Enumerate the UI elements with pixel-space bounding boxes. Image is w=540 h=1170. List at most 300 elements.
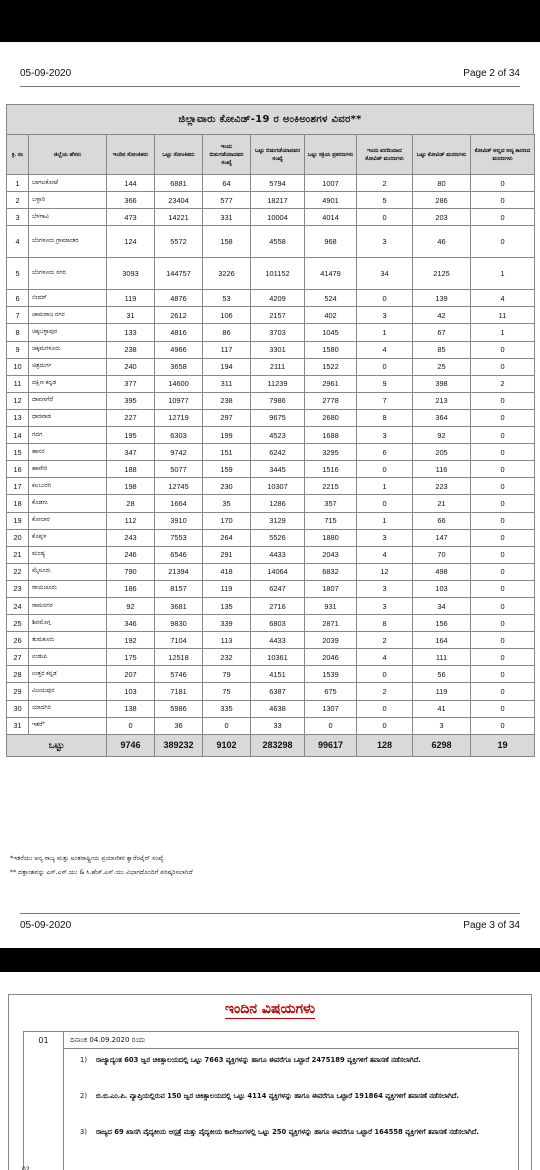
table-cell: 715 <box>305 512 357 529</box>
table-cell: 0 <box>357 461 413 478</box>
table-header-row <box>7 135 535 175</box>
table-cell: 0 <box>357 209 413 226</box>
table-cell: 6546 <box>155 546 203 563</box>
table-cell: 331 <box>203 209 251 226</box>
table-cell: 27 <box>7 649 29 666</box>
table-cell: 10361 <box>251 649 305 666</box>
table-row <box>7 341 535 358</box>
district-name-cell: ಚಿತ್ರದುರ್ಗ <box>29 358 107 375</box>
district-name-cell: ಕೋಲಾರ <box>29 512 107 529</box>
table-cell: 3301 <box>251 341 305 358</box>
table-cell: 3129 <box>251 512 305 529</box>
table-cell: 0 <box>357 666 413 683</box>
table-row <box>7 409 535 426</box>
table-cell: 3 <box>7 209 29 226</box>
table-cell: 335 <box>203 700 251 717</box>
table-row <box>7 683 535 700</box>
table-cell: 4 <box>357 649 413 666</box>
table-cell: 240 <box>107 358 155 375</box>
table-cell: 9 <box>357 375 413 392</box>
table-cell: 238 <box>203 392 251 409</box>
table-cell: 12745 <box>155 478 203 495</box>
footer-rule <box>20 913 520 914</box>
table-row <box>7 192 535 209</box>
table-cell: 1 <box>357 324 413 341</box>
table-cell: 2871 <box>305 615 357 632</box>
table-cell: 19 <box>7 512 29 529</box>
table-cell: 968 <box>305 226 357 258</box>
table-cell: 3 <box>413 717 471 734</box>
table-cell: 175 <box>107 649 155 666</box>
table-cell: 23404 <box>155 192 203 209</box>
table-cell: 5077 <box>155 461 203 478</box>
total-cell: 128 <box>357 734 413 756</box>
table-cell: 366 <box>107 192 155 209</box>
header-page-number: Page 2 of 34 <box>463 68 520 79</box>
table-cell: 25 <box>413 358 471 375</box>
table-cell: 203 <box>413 209 471 226</box>
topic-item-number: 2) <box>80 1092 87 1100</box>
table-cell: 2111 <box>251 358 305 375</box>
district-name-cell: ಯಾದಗಿರಿ <box>29 700 107 717</box>
table-cell: 238 <box>107 341 155 358</box>
table-cell: 26 <box>7 632 29 649</box>
district-name-cell: ಹಾವೇರಿ <box>29 461 107 478</box>
table-cell: 156 <box>413 615 471 632</box>
topic-item-text: ಬಿ.ಬಿ.ಎಂ.ಪಿ. ವ್ಯಾಪ್ತಿಯಲ್ಲಿರುವ 150 ಜ್ವರ ಚಿಕಿತ್ಸಾಲಯದಲ್ಲಿ ಒಟ್ಟು 4114 ವ್ಯಕ್ತಿಗಳನ್ನು ಹಾಗೂ ಈವರೆಗೂ ಒಟ್ಟಾರೆ 191864 ವ್ಯಕ್ತಿಗಳಿಗೆ ತಪಾಸಣೆ ನಡೆಸಲಾಗಿದೆ. <box>96 1092 460 1100</box>
column-header: ಇಂದು ವರದಿಯಾದ ಕೋವಿಡ್ ಮರಣಗಳು <box>357 135 413 175</box>
table-cell: 0 <box>471 192 535 209</box>
table-cell: 144757 <box>155 258 203 290</box>
table-cell: 498 <box>413 563 471 580</box>
table-cell: 8157 <box>155 580 203 597</box>
table-cell: 2 <box>357 175 413 192</box>
table-cell: 33 <box>251 717 305 734</box>
table-row <box>7 546 535 563</box>
district-name-cell: ಕೊಡಗು <box>29 495 107 512</box>
table-row <box>7 427 535 444</box>
district-name-cell: ದಾವಣಗೆರೆ <box>29 392 107 409</box>
table-cell: 3658 <box>155 358 203 375</box>
table-cell: 144 <box>107 175 155 192</box>
table-row <box>7 512 535 529</box>
table-cell: 1522 <box>305 358 357 375</box>
table-row <box>7 700 535 717</box>
topic-item-text: ರಾಜ್ಯಾದ್ಯಂತ 603 ಜ್ವರ ಚಿಕಿತ್ಸಾಲಯದಲ್ಲಿ ಒಟ್ಟು 7663 ವ್ಯಕ್ತಿಗಳನ್ನು ಹಾಗೂ ಈವರೆಗೂ ಒಟ್ಟಾರೆ 2475189 ವ್ಯಕ್ತಿಗಳಿಗೆ ತಪಾಸಣೆ ನಡೆಸಲಾಗಿದೆ. <box>96 1056 421 1064</box>
table-cell: 2 <box>7 192 29 209</box>
table-cell: 0 <box>471 478 535 495</box>
table-cell: 357 <box>305 495 357 512</box>
table-cell: 286 <box>413 192 471 209</box>
table-cell: 85 <box>413 341 471 358</box>
total-cell: 283298 <box>251 734 305 756</box>
table-cell: 3 <box>357 427 413 444</box>
table-cell: 0 <box>471 563 535 580</box>
table-row <box>7 632 535 649</box>
table-cell: 4558 <box>251 226 305 258</box>
table-row <box>7 290 535 307</box>
table-cell: 2778 <box>305 392 357 409</box>
table-cell: 2716 <box>251 597 305 614</box>
table-cell: 10004 <box>251 209 305 226</box>
district-name-cell: ಚಾಮರಾಜ ನಗರ <box>29 307 107 324</box>
table-cell: 0 <box>471 226 535 258</box>
table-cell: 119 <box>203 580 251 597</box>
table-cell: 31 <box>107 307 155 324</box>
table-cell: 4014 <box>305 209 357 226</box>
table-cell: 17 <box>7 478 29 495</box>
total-label: ಒಟ್ಟು <box>7 734 107 756</box>
table-cell: 21394 <box>155 563 203 580</box>
total-cell: 9102 <box>203 734 251 756</box>
table-cell: 56 <box>413 666 471 683</box>
table-cell: 0 <box>471 632 535 649</box>
table-row <box>7 226 535 258</box>
table-cell: 12 <box>7 392 29 409</box>
table-cell: 6 <box>357 444 413 461</box>
table-cell: 158 <box>203 226 251 258</box>
table-cell: 3 <box>357 529 413 546</box>
table-cell: 4433 <box>251 632 305 649</box>
table-cell: 3295 <box>305 444 357 461</box>
table-row <box>7 649 535 666</box>
table-cell: 6881 <box>155 175 203 192</box>
table-row <box>7 597 535 614</box>
table-cell: 113 <box>203 632 251 649</box>
table-cell: 192 <box>107 632 155 649</box>
table-cell: 11 <box>471 307 535 324</box>
table-cell: 28 <box>107 495 155 512</box>
table-cell: 12 <box>357 563 413 580</box>
table-cell: 291 <box>203 546 251 563</box>
table-cell: 10977 <box>155 392 203 409</box>
table-cell: 3 <box>357 580 413 597</box>
header-rule <box>20 86 520 87</box>
table-row <box>7 175 535 192</box>
table-cell: 13 <box>7 409 29 426</box>
table-row <box>7 461 535 478</box>
table-cell: 205 <box>413 444 471 461</box>
table-cell: 14064 <box>251 563 305 580</box>
table-cell: 1688 <box>305 427 357 444</box>
table-cell: 9 <box>7 341 29 358</box>
table-cell: 2215 <box>305 478 357 495</box>
table-cell: 6303 <box>155 427 203 444</box>
table-row <box>7 529 535 546</box>
table-cell: 577 <box>203 192 251 209</box>
table-cell: 0 <box>471 597 535 614</box>
footnote-others: *ಇತರೆಯು ಅನ್ಯ ರಾಜ್ಯ ಮತ್ತು ಅಂತರಾಷ್ಟ್ರೀಯ ಪ್ರಯಾಣಿಕರ ಕ್ವಾರೆಂಟೈನ್ ಸಂಖ್ಯೆ <box>10 855 164 862</box>
column-header: ಒಟ್ಟು ಸೋಂಕಿತರು <box>155 135 203 175</box>
table-cell: 66 <box>413 512 471 529</box>
district-name-cell: ಉತ್ತರ ಕನ್ನಡ <box>29 666 107 683</box>
table-cell: 34 <box>413 597 471 614</box>
table-cell: 16 <box>7 461 29 478</box>
table-cell: 0 <box>471 358 535 375</box>
column-header: ಒಟ್ಟು ಬಿಡುಗಡೆಯಾದವರ ಸಂಖ್ಯೆ <box>251 135 305 175</box>
table-cell: 116 <box>413 461 471 478</box>
table-cell: 0 <box>471 341 535 358</box>
table-cell: 164 <box>413 632 471 649</box>
document-page-2 <box>0 972 540 1170</box>
table-cell: 0 <box>471 175 535 192</box>
table-cell: 11239 <box>251 375 305 392</box>
total-row <box>7 734 535 756</box>
topic-item <box>80 1054 512 1066</box>
table-cell: 86 <box>203 324 251 341</box>
district-name-cell: ಬಾಗಲಕೋಟೆ <box>29 175 107 192</box>
table-row <box>7 444 535 461</box>
table-cell: 119 <box>413 683 471 700</box>
topic-item <box>80 1126 512 1138</box>
table-cell: 297 <box>203 409 251 426</box>
table-cell: 21 <box>7 546 29 563</box>
table-cell: 6247 <box>251 580 305 597</box>
district-name-cell: ಉಡುಪಿ <box>29 649 107 666</box>
table-cell: 31 <box>7 717 29 734</box>
total-cell: 9746 <box>107 734 155 756</box>
table-cell: 135 <box>203 597 251 614</box>
table-cell: 18 <box>7 495 29 512</box>
table-cell: 1580 <box>305 341 357 358</box>
footer-date: 05-09-2020 <box>20 920 72 931</box>
table-cell: 41479 <box>305 258 357 290</box>
table-title: ಜಿಲ್ಲಾವಾರು ಕೋವಿಡ್-19 ರ ಅಂಕಿಅಂಶಗಳ ವಿವರ** <box>6 104 534 134</box>
table-cell: 6387 <box>251 683 305 700</box>
table-cell: 311 <box>203 375 251 392</box>
district-name-cell: ಕಲಬುರಗಿ <box>29 478 107 495</box>
table-cell: 112 <box>107 512 155 529</box>
table-cell: 92 <box>413 427 471 444</box>
table-cell: 14600 <box>155 375 203 392</box>
table-cell: 29 <box>7 683 29 700</box>
table-cell: 24 <box>7 597 29 614</box>
table-cell: 15 <box>7 444 29 461</box>
district-name-cell: ಮೈಸೂರು <box>29 563 107 580</box>
table-cell: 213 <box>413 392 471 409</box>
table-cell: 0 <box>357 358 413 375</box>
table-row <box>7 495 535 512</box>
table-cell: 28 <box>7 666 29 683</box>
table-cell: 188 <box>107 461 155 478</box>
table-cell: 6242 <box>251 444 305 461</box>
table-cell: 6 <box>7 290 29 307</box>
table-cell: 22 <box>7 563 29 580</box>
table-cell: 170 <box>203 512 251 529</box>
table-cell: 4 <box>7 226 29 258</box>
table-row <box>7 392 535 409</box>
table-cell: 9742 <box>155 444 203 461</box>
table-cell: 243 <box>107 529 155 546</box>
table-cell: 3 <box>357 597 413 614</box>
table-cell: 18217 <box>251 192 305 209</box>
table-cell: 223 <box>413 478 471 495</box>
table-cell: 30 <box>7 700 29 717</box>
table-cell: 1516 <box>305 461 357 478</box>
table-cell: 347 <box>107 444 155 461</box>
total-cell: 389232 <box>155 734 203 756</box>
footer-page-number: Page 3 of 34 <box>463 920 520 931</box>
table-cell: 2046 <box>305 649 357 666</box>
district-name-cell: ಮಂಡ್ಯ <box>29 546 107 563</box>
table-cell: 3681 <box>155 597 203 614</box>
district-name-cell: ಇತರೆ* <box>29 717 107 734</box>
topic-date: ದಿನಾಂಕ 04.09.2020 ರಂದು <box>70 1036 146 1044</box>
table-cell: 1664 <box>155 495 203 512</box>
topic-item-text: ರಾಜ್ಯದ 69 ಖಾಸಗಿ ವೈದ್ಯಕೀಯ ಆಸ್ಪತ್ರೆ ಮತ್ತು ವೈದ್ಯಕೀಯ ಕಾಲೇಜುಗಳಲ್ಲಿ ಒಟ್ಟು 250 ವ್ಯಕ್ತಿಗಳನ್ನು ಹಾಗೂ ಈವರೆಗೂ ಒಟ್ಟಾರೆ 164558 ವ್ಯಕ್ತಿಗಳಿಗೆ ತಪಾಸಣೆ ನಡೆಸಲಾಗಿದೆ. <box>96 1128 479 1136</box>
table-row <box>7 209 535 226</box>
table-cell: 364 <box>413 409 471 426</box>
table-cell: 70 <box>413 546 471 563</box>
table-cell: 80 <box>413 175 471 192</box>
table-cell: 2961 <box>305 375 357 392</box>
district-name-cell: ಧಾರವಾಡ <box>29 409 107 426</box>
table-cell: 3703 <box>251 324 305 341</box>
table-cell: 138 <box>107 700 155 717</box>
topic-item-number: 3) <box>80 1128 87 1136</box>
table-cell: 0 <box>471 683 535 700</box>
table-cell: 34 <box>357 258 413 290</box>
table-cell: 7553 <box>155 529 203 546</box>
table-cell: 227 <box>107 409 155 426</box>
table-cell: 1539 <box>305 666 357 683</box>
district-name-cell: ಹಾಸನ <box>29 444 107 461</box>
table-cell: 147 <box>413 529 471 546</box>
table-cell: 473 <box>107 209 155 226</box>
table-cell: 7181 <box>155 683 203 700</box>
column-header: ಒಟ್ಟು ಸಕ್ರಿಯ ಪ್ರಕರಣಗಳು <box>305 135 357 175</box>
table-cell: 4 <box>471 290 535 307</box>
table-cell: 41 <box>413 700 471 717</box>
table-cell: 418 <box>203 563 251 580</box>
table-cell: 377 <box>107 375 155 392</box>
table-cell: 0 <box>471 580 535 597</box>
table-cell: 194 <box>203 358 251 375</box>
table-cell: 4 <box>357 546 413 563</box>
table-cell: 14 <box>7 427 29 444</box>
table-cell: 246 <box>107 546 155 563</box>
table-cell: 0 <box>471 392 535 409</box>
table-cell: 264 <box>203 529 251 546</box>
table-cell: 0 <box>305 717 357 734</box>
topics-box <box>8 994 532 1170</box>
table-cell: 159 <box>203 461 251 478</box>
table-cell: 101152 <box>251 258 305 290</box>
table-cell: 7986 <box>251 392 305 409</box>
table-cell: 675 <box>305 683 357 700</box>
table-cell: 0 <box>203 717 251 734</box>
table-cell: 75 <box>203 683 251 700</box>
table-body <box>7 175 535 757</box>
topic-item-number: 1) <box>80 1056 87 1064</box>
table-cell: 12719 <box>155 409 203 426</box>
table-cell: 395 <box>107 392 155 409</box>
table-row <box>7 258 535 290</box>
table-cell: 0 <box>471 666 535 683</box>
table-cell: 6832 <box>305 563 357 580</box>
table-cell: 8 <box>357 615 413 632</box>
table-cell: 0 <box>471 512 535 529</box>
table-cell: 7104 <box>155 632 203 649</box>
table-cell: 8 <box>7 324 29 341</box>
table-cell: 0 <box>471 444 535 461</box>
table-row <box>7 358 535 375</box>
total-cell: 19 <box>471 734 535 756</box>
header-date: 05-09-2020 <box>20 68 72 79</box>
table-cell: 106 <box>203 307 251 324</box>
table-cell: 1007 <box>305 175 357 192</box>
table-cell: 1880 <box>305 529 357 546</box>
table-cell: 199 <box>203 427 251 444</box>
table-cell: 5794 <box>251 175 305 192</box>
table-cell: 124 <box>107 226 155 258</box>
column-header: ಒಟ್ಟು ಕೋವಿಡ್ ಮರಣಗಳು <box>413 135 471 175</box>
table-cell: 79 <box>203 666 251 683</box>
table-cell: 25 <box>7 615 29 632</box>
table-cell: 4 <box>357 341 413 358</box>
table-cell: 2612 <box>155 307 203 324</box>
column-header: ಇಂದಿನ ಸೋಂಕಿತರು <box>107 135 155 175</box>
table-cell: 2039 <box>305 632 357 649</box>
table-cell: 4901 <box>305 192 357 209</box>
table-cell: 9830 <box>155 615 203 632</box>
table-cell: 0 <box>471 546 535 563</box>
table-cell: 9675 <box>251 409 305 426</box>
table-row <box>7 563 535 580</box>
table-cell: 195 <box>107 427 155 444</box>
table-row <box>7 478 535 495</box>
column-header: ಕೋವಿಡ್ ಅಲ್ಲದ ಅನ್ಯ ಕಾರಣದ ಮರಣಗಳು <box>471 135 535 175</box>
table-cell: 198 <box>107 478 155 495</box>
table-cell: 1 <box>357 512 413 529</box>
table-cell: 0 <box>471 209 535 226</box>
table-cell: 133 <box>107 324 155 341</box>
table-cell: 3093 <box>107 258 155 290</box>
table-cell: 3445 <box>251 461 305 478</box>
table-cell: 1807 <box>305 580 357 597</box>
table-cell: 3910 <box>155 512 203 529</box>
table-cell: 1 <box>7 175 29 192</box>
page-header <box>20 66 520 84</box>
table-cell: 0 <box>471 700 535 717</box>
table-cell: 5572 <box>155 226 203 258</box>
table-cell: 0 <box>357 717 413 734</box>
table-cell: 0 <box>357 700 413 717</box>
district-name-cell: ಕೊಪ್ಪಳ <box>29 529 107 546</box>
table-cell: 5 <box>357 192 413 209</box>
topic-number: 01 <box>24 1032 64 1170</box>
table-cell: 139 <box>413 290 471 307</box>
page-gap <box>0 948 540 972</box>
table-cell: 5526 <box>251 529 305 546</box>
table-cell: 53 <box>203 290 251 307</box>
table-cell: 0 <box>471 717 535 734</box>
table-cell: 36 <box>155 717 203 734</box>
table-cell: 0 <box>357 290 413 307</box>
topics-title-text: ಇಂದಿನ ವಿಷಯಗಳು <box>224 1001 316 1017</box>
table-cell: 117 <box>203 341 251 358</box>
table-cell: 67 <box>413 324 471 341</box>
table-cell: 7 <box>7 307 29 324</box>
table-cell: 0 <box>107 717 155 734</box>
district-name-cell: ಚಿಕ್ಕಬಳ್ಳಾಪುರ <box>29 324 107 341</box>
table-cell: 64 <box>203 175 251 192</box>
covid-table-container <box>6 104 534 757</box>
table-cell: 3 <box>357 226 413 258</box>
table-cell: 103 <box>413 580 471 597</box>
table-row <box>7 324 535 341</box>
table-cell: 5 <box>7 258 29 290</box>
